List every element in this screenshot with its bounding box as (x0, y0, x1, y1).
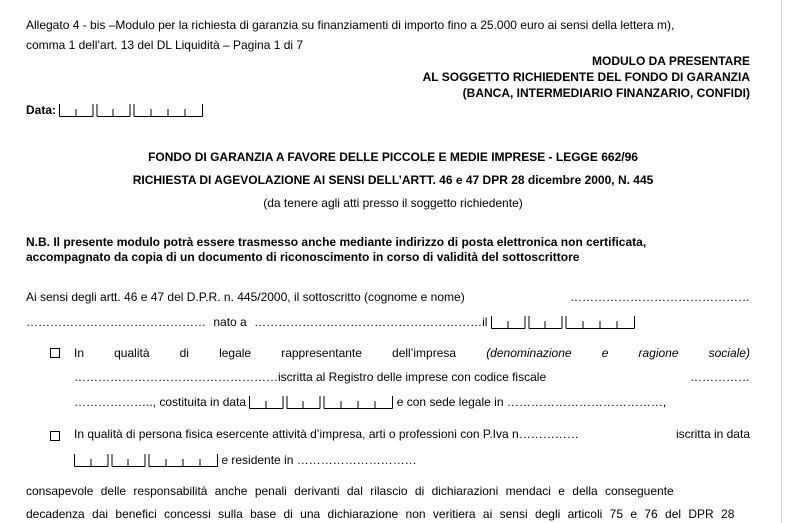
costituita-text: , costituita in data (152, 395, 247, 409)
name-field-continued[interactable]: ……………………………………… (26, 315, 206, 329)
birthplace-field[interactable]: ………………………………………………… (254, 315, 483, 329)
page-edge (781, 0, 782, 523)
nb-line-2: accompagnato da copia di un documento di riconoscimento in corso di validità del sottoscrittore (26, 250, 580, 264)
vat-number-field[interactable]: …………… (518, 427, 579, 441)
option1-word: legale (219, 346, 252, 360)
registration-date-boxes[interactable] (74, 453, 218, 466)
name-field[interactable]: ……………………………………… (570, 290, 750, 304)
option1-checkbox[interactable] (50, 346, 60, 362)
registered-office-field[interactable]: …………………………………, (506, 395, 667, 409)
option2-text: In qualità di persona fisica esercente attività d’impresa, arti o professioni con P.Iva n (74, 427, 519, 441)
option2-line-2 (74, 452, 417, 468)
recipient-line-2: AL SOGGETTO RICHIEDENTE DEL FONDO DI GARANZIA (422, 70, 750, 84)
option1-line-2 (74, 369, 750, 385)
header-line-2: comma 1 dell’art. 13 del DL Liquidità – Pagina 1 di 7 (26, 38, 304, 52)
company-name-field-continued[interactable]: ……………….. (74, 395, 153, 409)
sede-text: e con sede legale in (396, 395, 504, 409)
tax-code-field[interactable]: …………… (690, 370, 750, 384)
date-boxes[interactable] (59, 103, 203, 116)
option1-italic-word: (denominazione (486, 346, 572, 360)
header-line-1: Allegato 4 - bis –Modulo per la richiesta di garanzia su finanziamenti di importo fino a 25.000 euro ai sensi della lettera m), (26, 18, 675, 32)
date-row (26, 102, 203, 118)
option1-word: qualità (114, 346, 150, 360)
option2-line-1 (74, 426, 750, 442)
birthdate-boxes[interactable] (491, 315, 635, 328)
option1-word: dell’impresa (392, 346, 457, 360)
option1-line-1 (74, 345, 750, 361)
checkbox-icon[interactable] (50, 348, 60, 358)
option1-word: In (74, 346, 85, 360)
registro-text: iscritta al Registro delle imprese con codice fiscale (278, 370, 547, 384)
title-note: (da tenere agli atti presso il soggetto richiedente) (263, 196, 523, 210)
declarant-line-1 (26, 289, 750, 305)
il-label: il (482, 315, 488, 329)
option1-italic-word: sociale) (708, 346, 750, 360)
declarant-line-2 (26, 314, 635, 330)
nb-line-1: N.B. Il presente modulo potrà essere trasmesso anche mediante indirizzo di posta elettronica non certificata, (26, 235, 647, 249)
option1-italic-word: e (601, 346, 609, 360)
company-name-field[interactable]: …………………………………………… (74, 370, 278, 384)
declarant-text: Ai sensi degli artt. 46 e 47 del D.P.R. n. 445/2000, il sottoscritto (cognome e nome) (26, 290, 465, 304)
checkbox-icon[interactable] (50, 431, 60, 441)
date-label: Data: (26, 103, 57, 117)
recipient-line-1: MODULO DA PRESENTARE (591, 54, 750, 68)
incorporation-date-boxes[interactable] (249, 395, 393, 408)
closing-line-1: consapevole delle responsabilità anche penali derivanti dal rilascio di dichiarazioni mendaci e della conseguente (26, 484, 674, 498)
option1-italic-word: ragione (638, 346, 679, 360)
option2-checkbox[interactable] (50, 429, 60, 445)
title-line-1: FONDO DI GARANZIA A FAVORE DELLE PICCOLE E MEDIE IMPRESE - LEGGE 662/96 (148, 150, 638, 164)
option1-line-3 (74, 394, 666, 410)
closing-line-2: decadenza dai benefici concessi sulla base di una dichiarazione non veritiera ai sensi degli articoli 75 e 76 del DPR 28 (26, 507, 735, 521)
title-line-2: RICHIESTA DI AGEVOLAZIONE AI SENSI DELL’ARTT. 46 e 47 DPR 28 dicembre 2000, N. 445 (132, 173, 654, 187)
option1-word: di (179, 346, 189, 360)
iscritta-text: iscritta in data (675, 427, 750, 441)
recipient-line-3: (BANCA, INTERMEDIARIO FINANZARIO, CONFIDI) (462, 86, 750, 100)
residence-field[interactable]: ………………………… (296, 453, 417, 467)
option1-word: rappresentante (281, 346, 362, 360)
residence-label: e residente in (221, 453, 294, 467)
nato-label: nato a (213, 315, 247, 329)
